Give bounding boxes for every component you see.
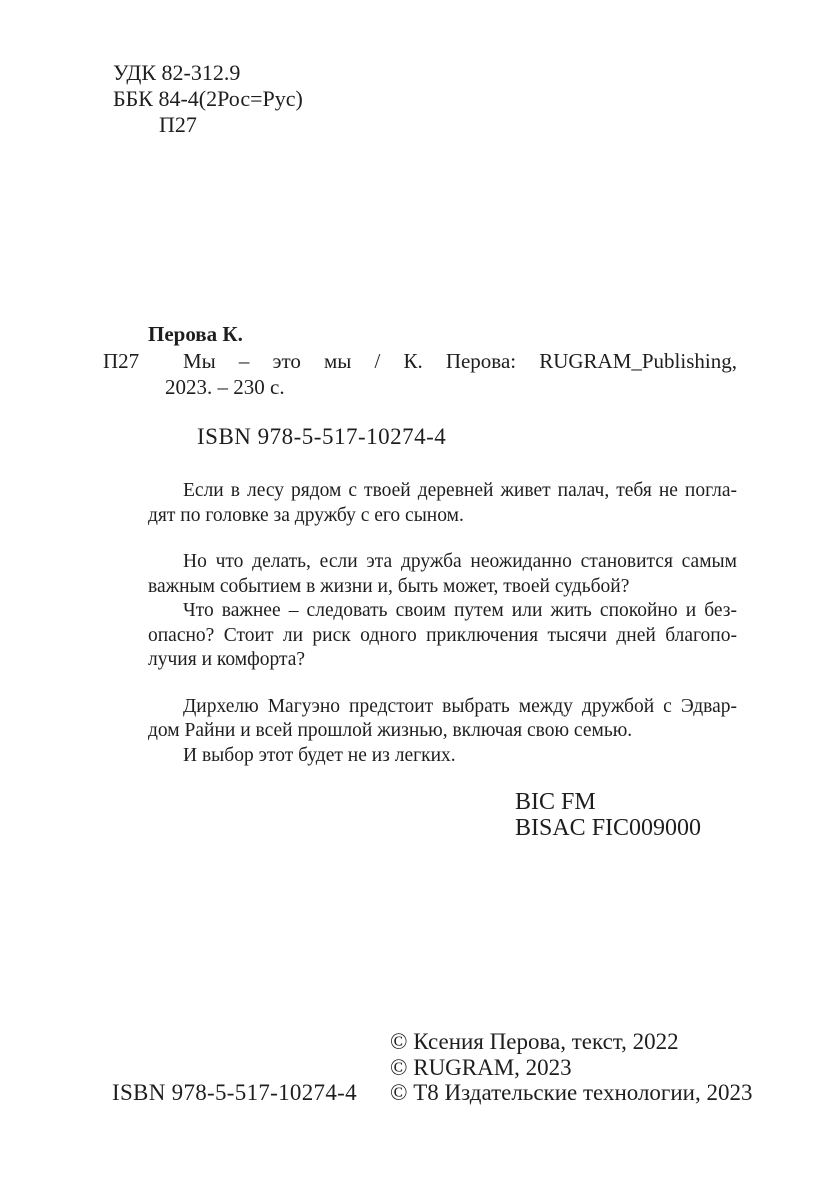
bbk-line: ББК 84-4(2Рос=Рус) [113, 86, 303, 111]
citation-continuation-line: 2023. – 230 с. [165, 375, 285, 399]
text-line: Дирхелю Магуэно предстоит выбрать между дружбой с Эдвар- [183, 695, 737, 717]
citation-author: Перова К. [148, 322, 243, 346]
text-line: © Ксения Перова, текст, 2022 [390, 1029, 679, 1054]
text-line: © Т8 Издательские технологии, 2023 [390, 1080, 753, 1105]
citation-code: П27 [103, 349, 140, 373]
subject-codes-block [515, 790, 701, 841]
text-line: важным событием в жизни и, быть может, твоей судьбой? [148, 575, 630, 597]
text-line: Если в лесу рядом с твоей деревней живет палач, тебя не погла- [183, 480, 737, 501]
author-code-line: П27 [159, 112, 197, 137]
text-line: Но что делать, если эта дружба неожиданно становится самым [183, 551, 737, 572]
text-line: дят по головке за дружбу с его сыном. [148, 504, 464, 526]
udk-line: УДК 82-312.9 [113, 60, 241, 85]
isbn-line: ISBN 978-5-517-10274-4 [197, 424, 447, 449]
annotation-block [148, 479, 737, 768]
annotation-paragraph [148, 744, 737, 769]
footer-isbn-line: ISBN 978-5-517-10274-4 [112, 1080, 357, 1105]
annotation-paragraph [148, 550, 737, 599]
classification-block [113, 60, 303, 138]
bisac-code: BISAC FIC009000 [515, 814, 702, 841]
text-line: лучия и комфорта? [148, 649, 306, 670]
text-line: Что важнее – следовать своим путем или жить спокойно и без- [183, 600, 737, 621]
copyright-block [390, 1029, 753, 1106]
text-line: дом Райни и всей прошлой жизнью, включая свою семью. [148, 720, 633, 741]
text-line: © RUGRAM, 2023 [390, 1054, 572, 1080]
annotation-paragraph [148, 599, 737, 673]
bic-code: BIC FM [515, 789, 596, 815]
citation-title-line: Мы – это мы / К. Перова: RUGRAM_Publishing, [183, 349, 737, 373]
annotation-paragraph [148, 479, 737, 528]
text-line: опасно? Стоит ли риск одного приключения тысячи дней благопо- [148, 624, 737, 646]
text-line: И выбор этот будет не из легких. [183, 744, 456, 766]
annotation-paragraph [148, 695, 737, 744]
